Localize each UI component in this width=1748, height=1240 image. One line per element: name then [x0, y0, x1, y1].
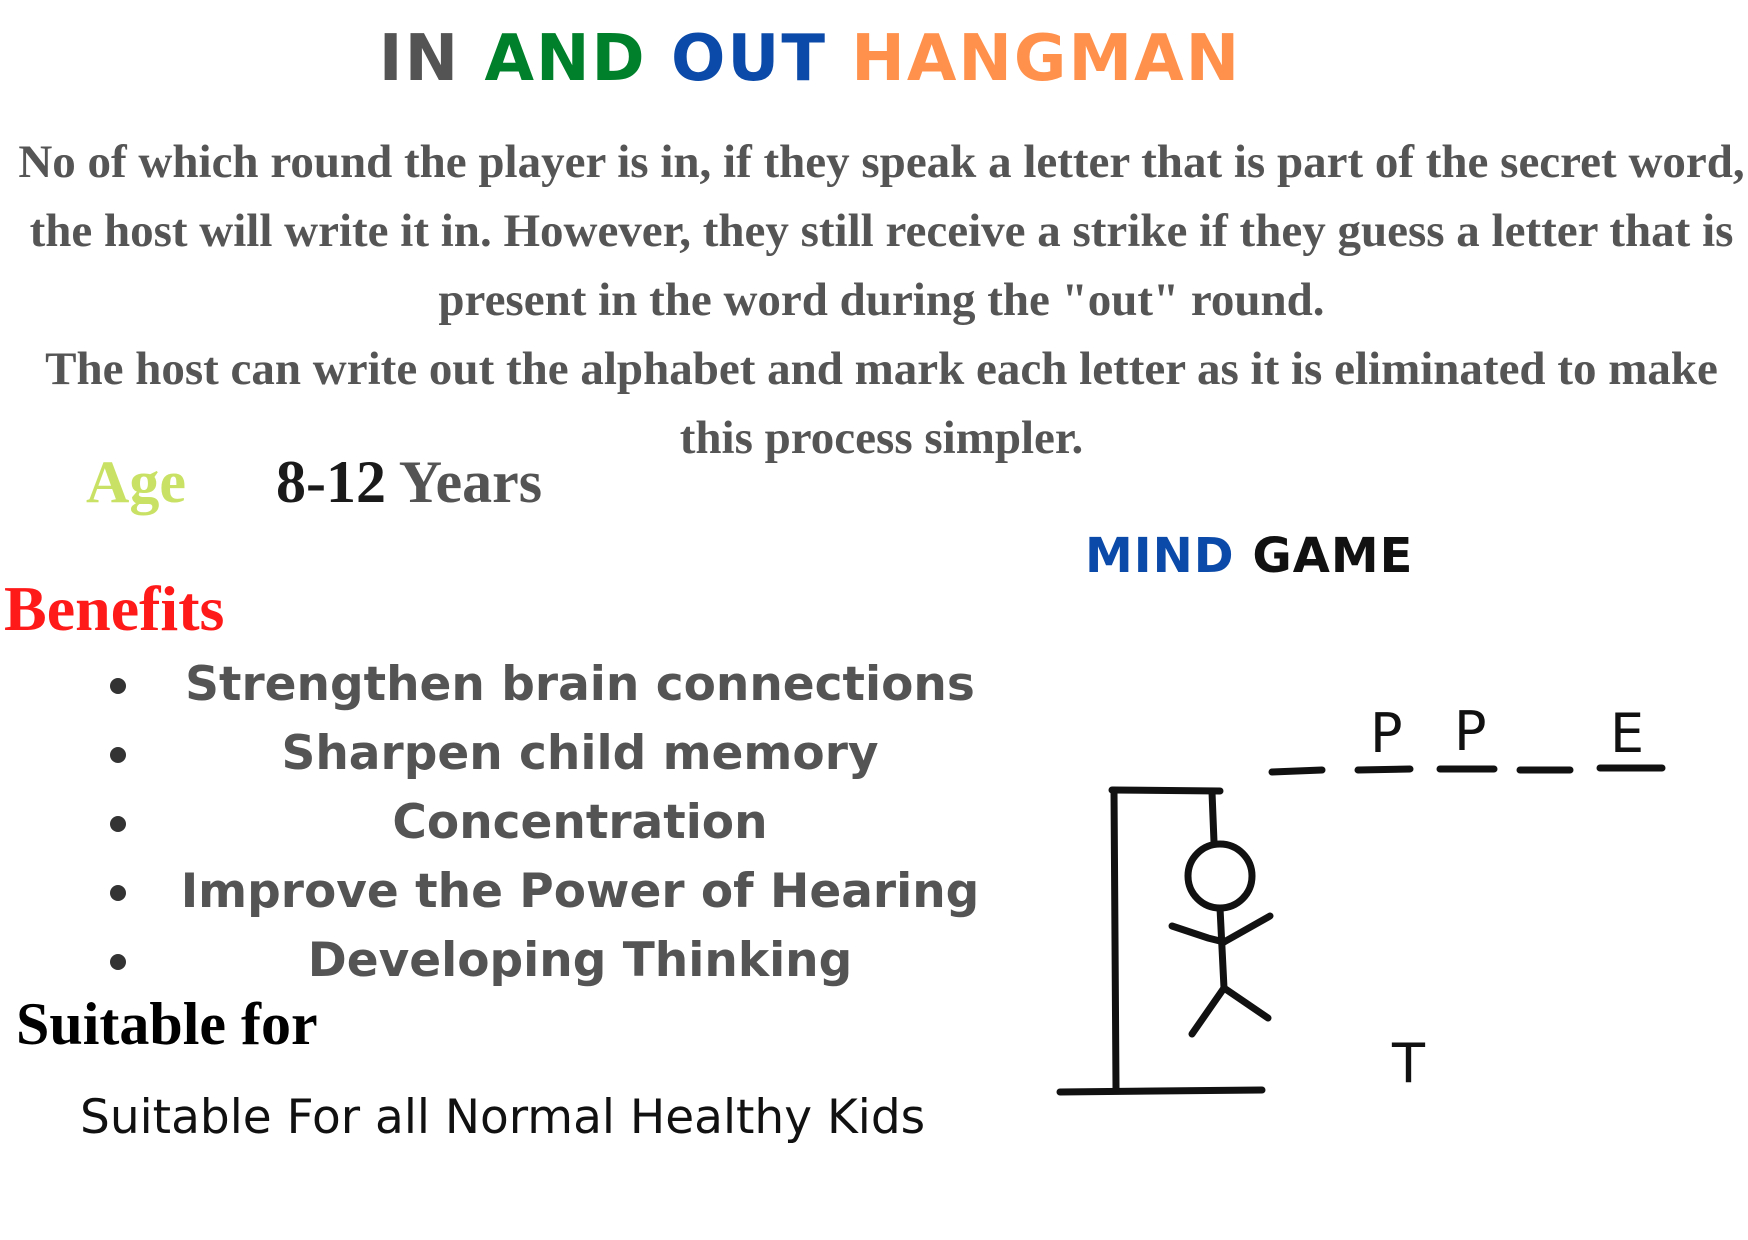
hangman-body	[1220, 908, 1224, 988]
title-word-in: IN	[378, 22, 461, 96]
benefits-heading: Benefits	[4, 573, 225, 644]
letter-blank	[1272, 770, 1322, 772]
age-unit: Years	[398, 449, 543, 515]
mind-game-word-1: MIND	[1085, 528, 1235, 584]
age-range: 8-12	[276, 449, 386, 515]
title-word-and: AND	[484, 22, 647, 96]
hangman-letter: P	[1370, 702, 1403, 765]
benefit-item	[0, 926, 1010, 995]
hangman-letter: E	[1610, 702, 1645, 765]
wrong-guess-letter: T	[1392, 1032, 1425, 1095]
bullet-icon	[110, 816, 126, 832]
description-paragraph-1: No of which round the player is in, if they speak a letter that is part of the secret word, the host will write it in. However, they still receive a strike if they guess a letter that is present in the word during the "out" round.	[18, 136, 1745, 326]
gallows-base	[1060, 1090, 1262, 1092]
title-word-out: OUT	[670, 22, 827, 96]
benefit-text: Improve the Power of Hearing	[180, 864, 980, 919]
benefit-item	[0, 788, 1010, 857]
age-value	[276, 448, 542, 517]
suitable-heading: Suitable for	[16, 991, 318, 1057]
benefit-text: Concentration	[392, 795, 768, 850]
bullet-icon	[110, 885, 126, 901]
gallows-post	[1114, 790, 1116, 1088]
bullet-icon	[110, 678, 126, 694]
benefit-item	[0, 857, 1010, 926]
benefit-text: Strengthen brain connections	[185, 657, 975, 712]
benefit-text: Sharpen child memory	[281, 726, 879, 781]
age-label: Age	[86, 449, 186, 515]
gallows-rope	[1212, 792, 1214, 842]
benefit-item	[0, 650, 1010, 719]
title-word-hangman: HANGMAN	[851, 22, 1242, 96]
benefit-item	[0, 719, 1010, 788]
bullet-icon	[110, 747, 126, 763]
hangman-left-leg	[1192, 988, 1224, 1034]
description-paragraph-2: The host can write out the alphabet and mark each letter as it is eliminated to make this process simpler.	[45, 343, 1718, 464]
benefit-text: Developing Thinking	[307, 933, 853, 988]
hangman-right-arm	[1224, 916, 1270, 942]
hangman-letter: P	[1454, 700, 1487, 763]
hangman-right-leg	[1224, 988, 1268, 1018]
mind-game-word-2: GAME	[1252, 528, 1414, 584]
page-title	[0, 22, 1620, 96]
hangman-left-arm	[1172, 926, 1224, 942]
gallows-beam	[1112, 790, 1220, 791]
hangman-head	[1188, 844, 1252, 908]
description	[15, 128, 1748, 473]
suitable-text: Suitable For all Normal Healthy Kids	[80, 1090, 926, 1145]
letter-blank	[1358, 769, 1410, 770]
mind-game-heading	[1085, 528, 1413, 584]
benefits-list	[0, 650, 980, 995]
hangman-illustration	[1040, 680, 1700, 1120]
bullet-icon	[110, 954, 126, 970]
